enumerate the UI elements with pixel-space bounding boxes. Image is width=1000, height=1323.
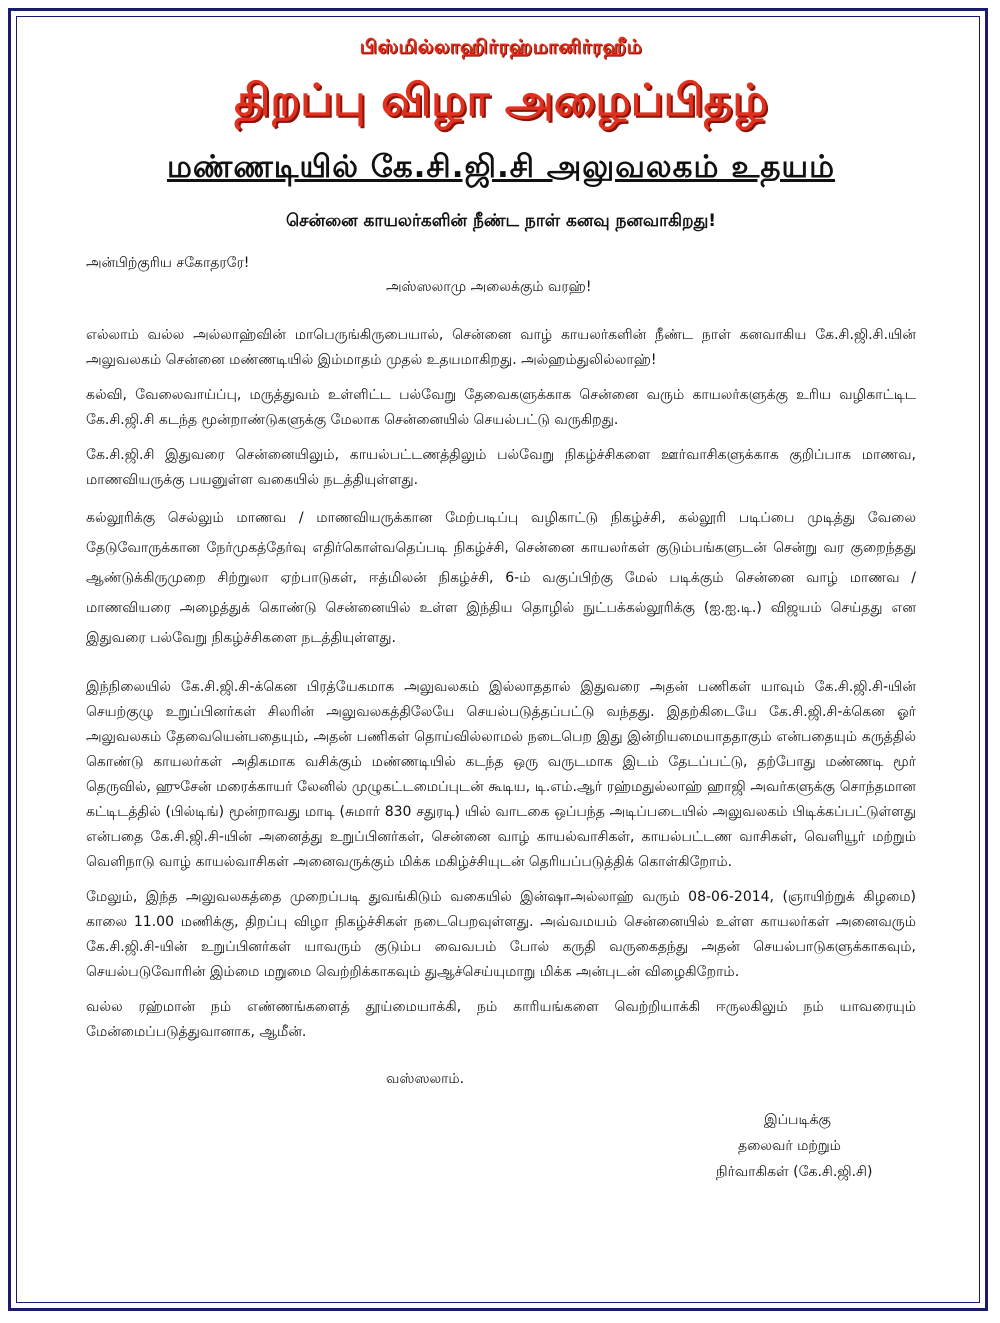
invitation-letter [86,36,916,1180]
paragraph-5: இந்நிலையில் கே.சி.ஜி.சி-க்கென பிரத்யேகமாக அலுவலகம் இல்லாததால் இதுவரை அதன் பணிகள் யாவும் கே.சி.ஜி.சி-யின் செயற்குழு உறுப்பினர்கள் சிலரின் அலுவலகத்திலேயே செயல்படுத்தப்பட்டு வந்தது. இதற்கிடையே கே.சி.ஜி.சி-க்கென ஓர் அலுவலகம் தேவையென்பதையும், அதன் பணிகள் தொய்வில்லாமல் நடைபெற இது இன்றியமையாததாகும் என்பதையும் கருத்தில் கொண்டு காயலர்கள் அதிகமாக வசிக்கும் மண்ணடியில் கடந்த ஒரு வருடமாக இடம் தேடப்பட்டு, தற்போது மண்ணடி மூர் தெருவில், ஹுசேன் மரைக்காயர் லேனில் முழுகட்டமைப்புடன் கூடிய, டி.எம்.ஆர் ரஹ்மதுல்லாஹ் ஹாஜி அவர்களுக்கு சொந்தமான கட்டிடத்தில் (பில்டிங்) மூன்றாவது மாடி (சுமார் 830 சதுரடி) யில் வாடகை ஒப்பந்த அடிப்படையில் அலுவலகம் பிடிக்கப்பட்டுள்ளது என்பதை கே.சி.ஜி.சி-யின் அனைத்து உறுப்பினர்கள், சென்னை வாழ் காயல்வாசிகள், காயல்பட்டண வாசிகள், வெளியூர் மற்றும் வெளிநாடு வாழ் காயல்வாசிகள் அனைவருக்கும் மிக்க மகிழ்ச்சியுடன் தெரியப்படுத்திக் கொள்கிறோம். [86,679,916,870]
headline: மண்ணடியில் கே.சி.ஜி.சி அலுவலகம் உதயம் [166,149,836,185]
signature-line-2: தலைவர் மற்றும் [738,1138,841,1154]
paragraph-1: எல்லாம் வல்ல அல்லாஹ்வின் மாபெருங்கிருபையால், சென்னை வாழ் காயலர்களின் நீண்ட நாள் கனவாகிய கே.சி.ஜி.சி.யின் அலுவலகம் சென்னை மண்ணடியில் இம்மாதம் முதல் உதயமாகிறது. அல்ஹம்துலில்லாஹ்! [86,327,916,368]
salaam: அஸ்ஸலாமு அலைக்கும் வரஹ்! [386,279,592,295]
paragraph-7: வல்ல ரஹ்மான் நம் எண்ணங்களைத் தூய்மையாக்கி, நம் காரியங்களை வெற்றியாக்கி ஈருலகிலும் நம் யாவரையும் மேன்மைப்படுத்துவானாக, ஆமீன். [86,999,916,1040]
closing: வஸ்ஸலாம். [386,1071,465,1087]
greeting: அன்பிற்குரிய சகோதரரே! [86,255,250,271]
bismillah-header: பிஸ்மில்லாஹிர்ரஹ்மானிர்ரஹீம் [359,36,643,58]
paragraph-2: கல்வி, வேலைவாய்ப்பு, மருத்துவம் உள்ளிட்ட பல்வேறு தேவைகளுக்காக சென்னை வரும் காயலர்களுக்கு உரிய வழிகாட்டிட கே.சி.ஜி.சி கடந்த மூன்றாண்டுகளுக்கு மேலாக சென்னையில் செயல்பட்டு வருகிறது. [86,387,916,428]
subheadline: சென்னை காயலர்களின் நீண்ட நாள் கனவு நனவாகிறது! [285,211,717,231]
paragraph-6: மேலும், இந்த அலுவலகத்தை முறைப்படி துவங்கிடும் வகையில் இன்ஷாஅல்லாஹ் வரும் 08-06-2014, (ஞாயிற்றுக் கிழமை) காலை 11.00 மணிக்கு, திறப்பு விழா நிகழ்ச்சிகள் நடைபெறவுள்ளது. அவ்வமயம் சென்னையில் உள்ள காயலர்கள் அனைவரும் கே.சி.ஜி.சி-யின் உறுப்பினர்கள் யாவரும் குடும்ப வைவபம் போல் கருதி வருகைதந்து அதன் செயல்பாடுகளுக்காகவும், செயல்படுவோரின் இம்மை மறுமை வெற்றிக்காகவும் துஆச்செய்யுமாறு மிக்க அன்புடன் விழைகிறோம். [86,889,916,980]
signature-block [716,1107,916,1185]
invitation-banner: திறப்பு விழா அழைப்பிதழ் [234,75,768,126]
paragraph-3: கே.சி.ஜி.சி இதுவரை சென்னையிலும், காயல்பட்டணத்திலும் பல்வேறு நிகழ்ச்சிகளை ஊர்வாசிகளுக்காக குறிப்பாக மாணவ, மாணவியருக்கு பயனுள்ள வகையில் நடத்தியுள்ளது. [86,447,916,488]
signature-line-1: இப்படிக்கு [764,1112,831,1128]
paragraph-4: கல்லூரிக்கு செல்லும் மாணவ / மாணவியருக்கான மேற்படிப்பு வழிகாட்டு நிகழ்ச்சி, கல்லூரி படிப்பை முடித்து வேலை தேடுவோருக்கான நேர்முகத்தேர்வு எதிர்கொள்வதெப்படி நிகழ்ச்சி, சென்னை காயலர்கள் குடும்பங்களுடன் சென்று வர குறைந்தது ஆண்டுக்கிருமுறை சிற்றுலா ஏற்பாடுகள், ஈத்மிலன் நிகழ்ச்சி, 6-ம் வகுப்பிற்கு மேல் படிக்கும் சென்னை வாழ் மாணவ / மாணவியரை அழைத்துக் கொண்டு சென்னையில் உள்ள இந்திய தொழில் நுட்பக்கல்லூரிக்கு (ஐ.ஐ.டி.) விஜயம் செய்தது என இதுவரை பல்வேறு நிகழ்ச்சிகளை நடத்தியுள்ளது. [86,510,916,646]
signature-line-3: நிர்வாகிகள் (கே.சி.ஜி.சி) [716,1164,873,1180]
